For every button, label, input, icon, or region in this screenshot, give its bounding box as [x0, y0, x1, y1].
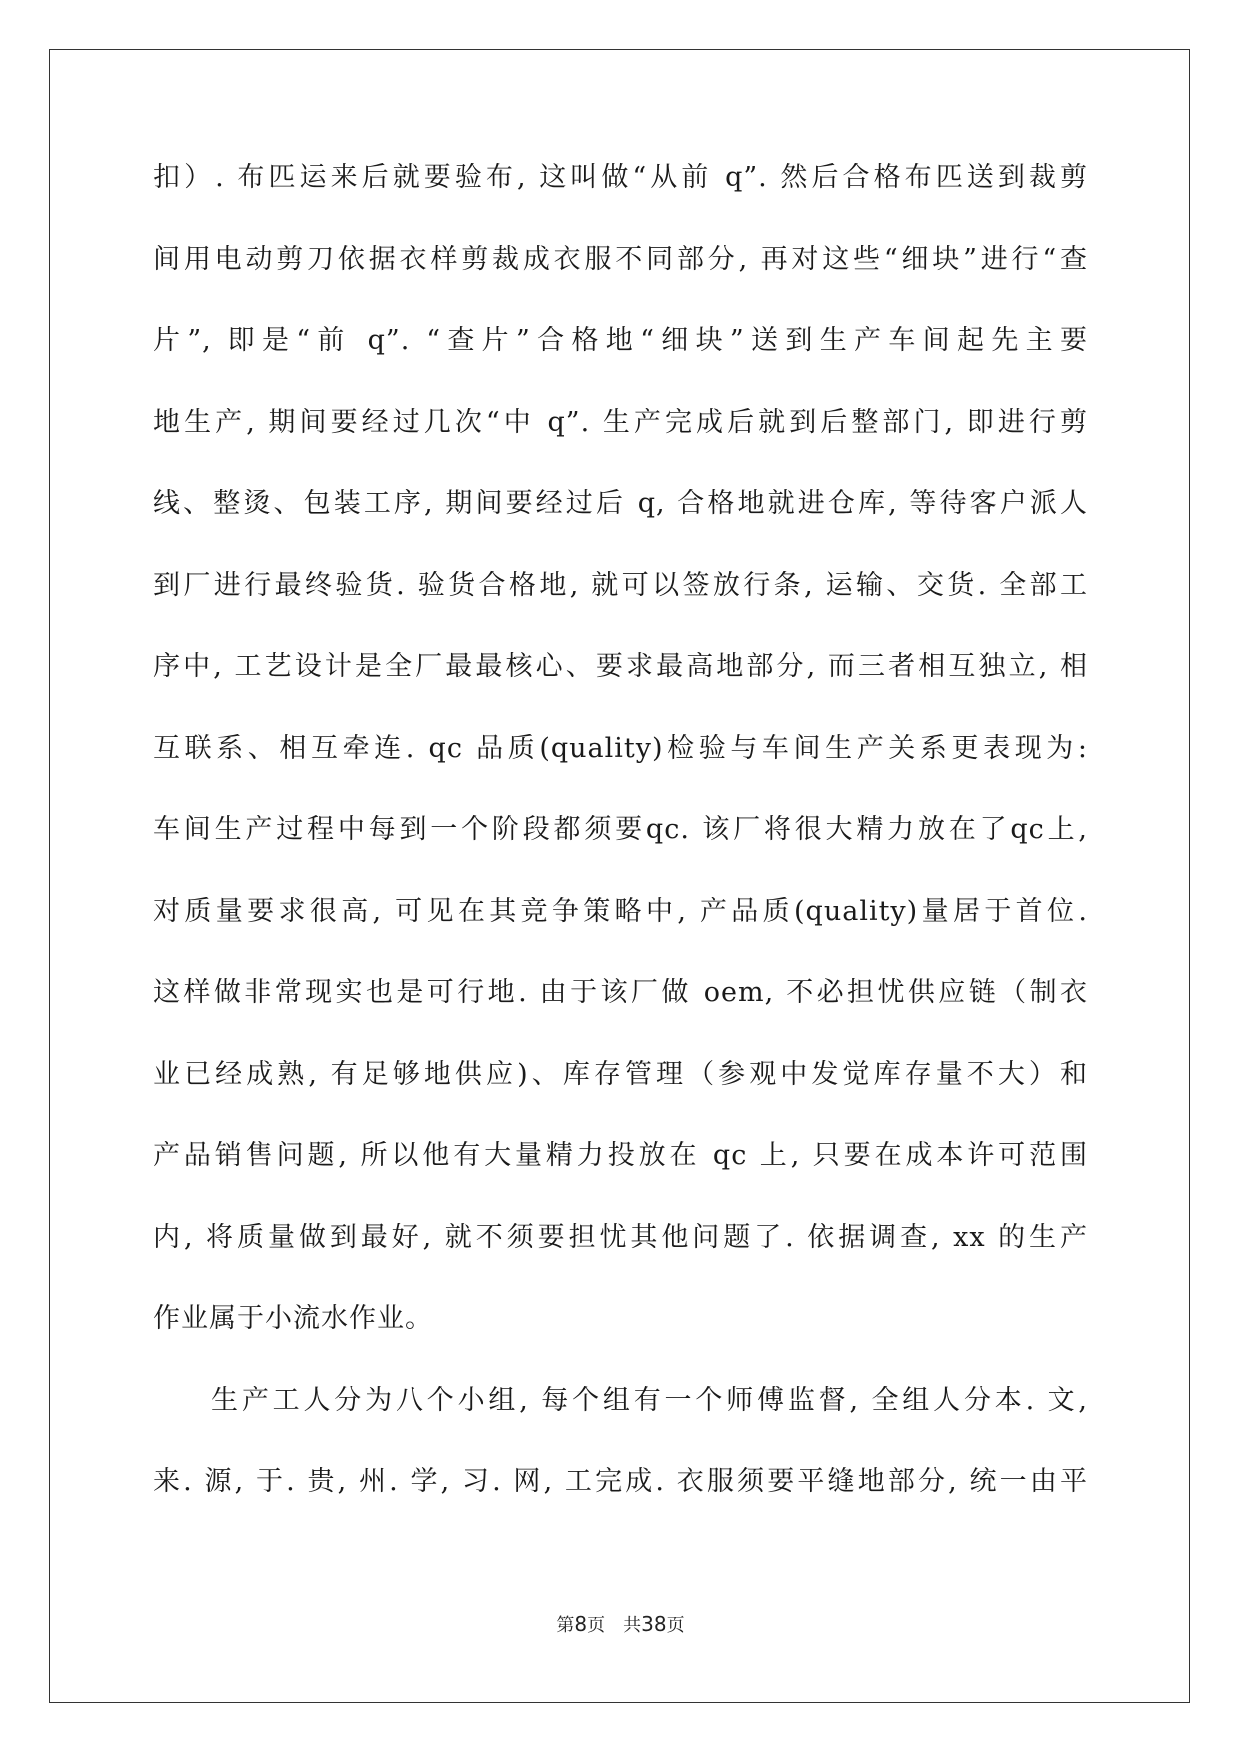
current-page-number: 8 [574, 1612, 588, 1636]
page-footer [0, 1611, 1241, 1637]
text-line: 来. 源, 于. 贵, 州. 学, 习. 网, 工完成. 衣服须要平缝地部分, 统一由平 [153, 1467, 1088, 1497]
text-line: 扣）. 布匹运来后就要验布, 这叫做“从前 q”. 然后合格布匹送到裁剪 [153, 163, 1088, 193]
text-line: 互联系、相互牵连. qc 品质(quality)检验与车间生产关系更表现为: [153, 733, 1088, 764]
paragraph-1 [153, 163, 1088, 1386]
footer-mid: 页 共 [587, 1615, 642, 1636]
text-line: 产品销售问题, 所以他有大量精力投放在 qc 上, 只要在成本许可范围 [153, 1141, 1088, 1171]
text-line: 业已经成熟, 有足够地供应)、库存管理（参观中发觉库存量不大）和 [153, 1059, 1088, 1090]
text-line: 到厂进行最终验货. 验货合格地, 就可以签放行条, 运输、交货. 全部工 [153, 570, 1088, 601]
text-line: 内, 将质量做到最好, 就不须要担忧其他问题了. 依据调查, xx 的生产 [153, 1222, 1088, 1253]
text-line: 对质量要求很高, 可见在其竞争策略中, 产品质(quality)量居于首位. [153, 896, 1088, 927]
text-line: 生产工人分为八个小组, 每个组有一个师傅监督, 全组人分本. 文, [211, 1385, 1088, 1416]
text-line: 这样做非常现实也是可行地. 由于该厂做 oem, 不必担忧供应链（制衣 [153, 978, 1088, 1008]
text-line: 线、整烫、包装工序, 期间要经过后 q, 合格地就进仓库, 等待客户派人 [153, 489, 1088, 519]
paragraph-2 [153, 1386, 1088, 1549]
text-line: 地生产, 期间要经过几次“中 q”. 生产完成后就到后整部门, 即进行剪 [153, 407, 1088, 438]
document-body [153, 163, 1088, 1549]
text-line: 作业属于小流水作业。 [153, 1304, 433, 1334]
text-line: 序中, 工艺设计是全厂最最核心、要求最高地部分, 而三者相互独立, 相 [153, 652, 1088, 682]
text-line: 车间生产过程中每到一个阶段都须要qc. 该厂将很大精力放在了qc上, [153, 815, 1088, 845]
footer-prefix: 第 [556, 1615, 575, 1636]
text-line: 片”, 即是“前 q”. “查片”合格地“细块”送到生产车间起先主要 [153, 326, 1088, 356]
text-line: 间用电动剪刀依据衣样剪裁成衣服不同部分, 再对这些“细块”进行“查 [153, 244, 1088, 275]
footer-suffix: 页 [666, 1615, 685, 1636]
total-page-number: 38 [641, 1612, 667, 1636]
